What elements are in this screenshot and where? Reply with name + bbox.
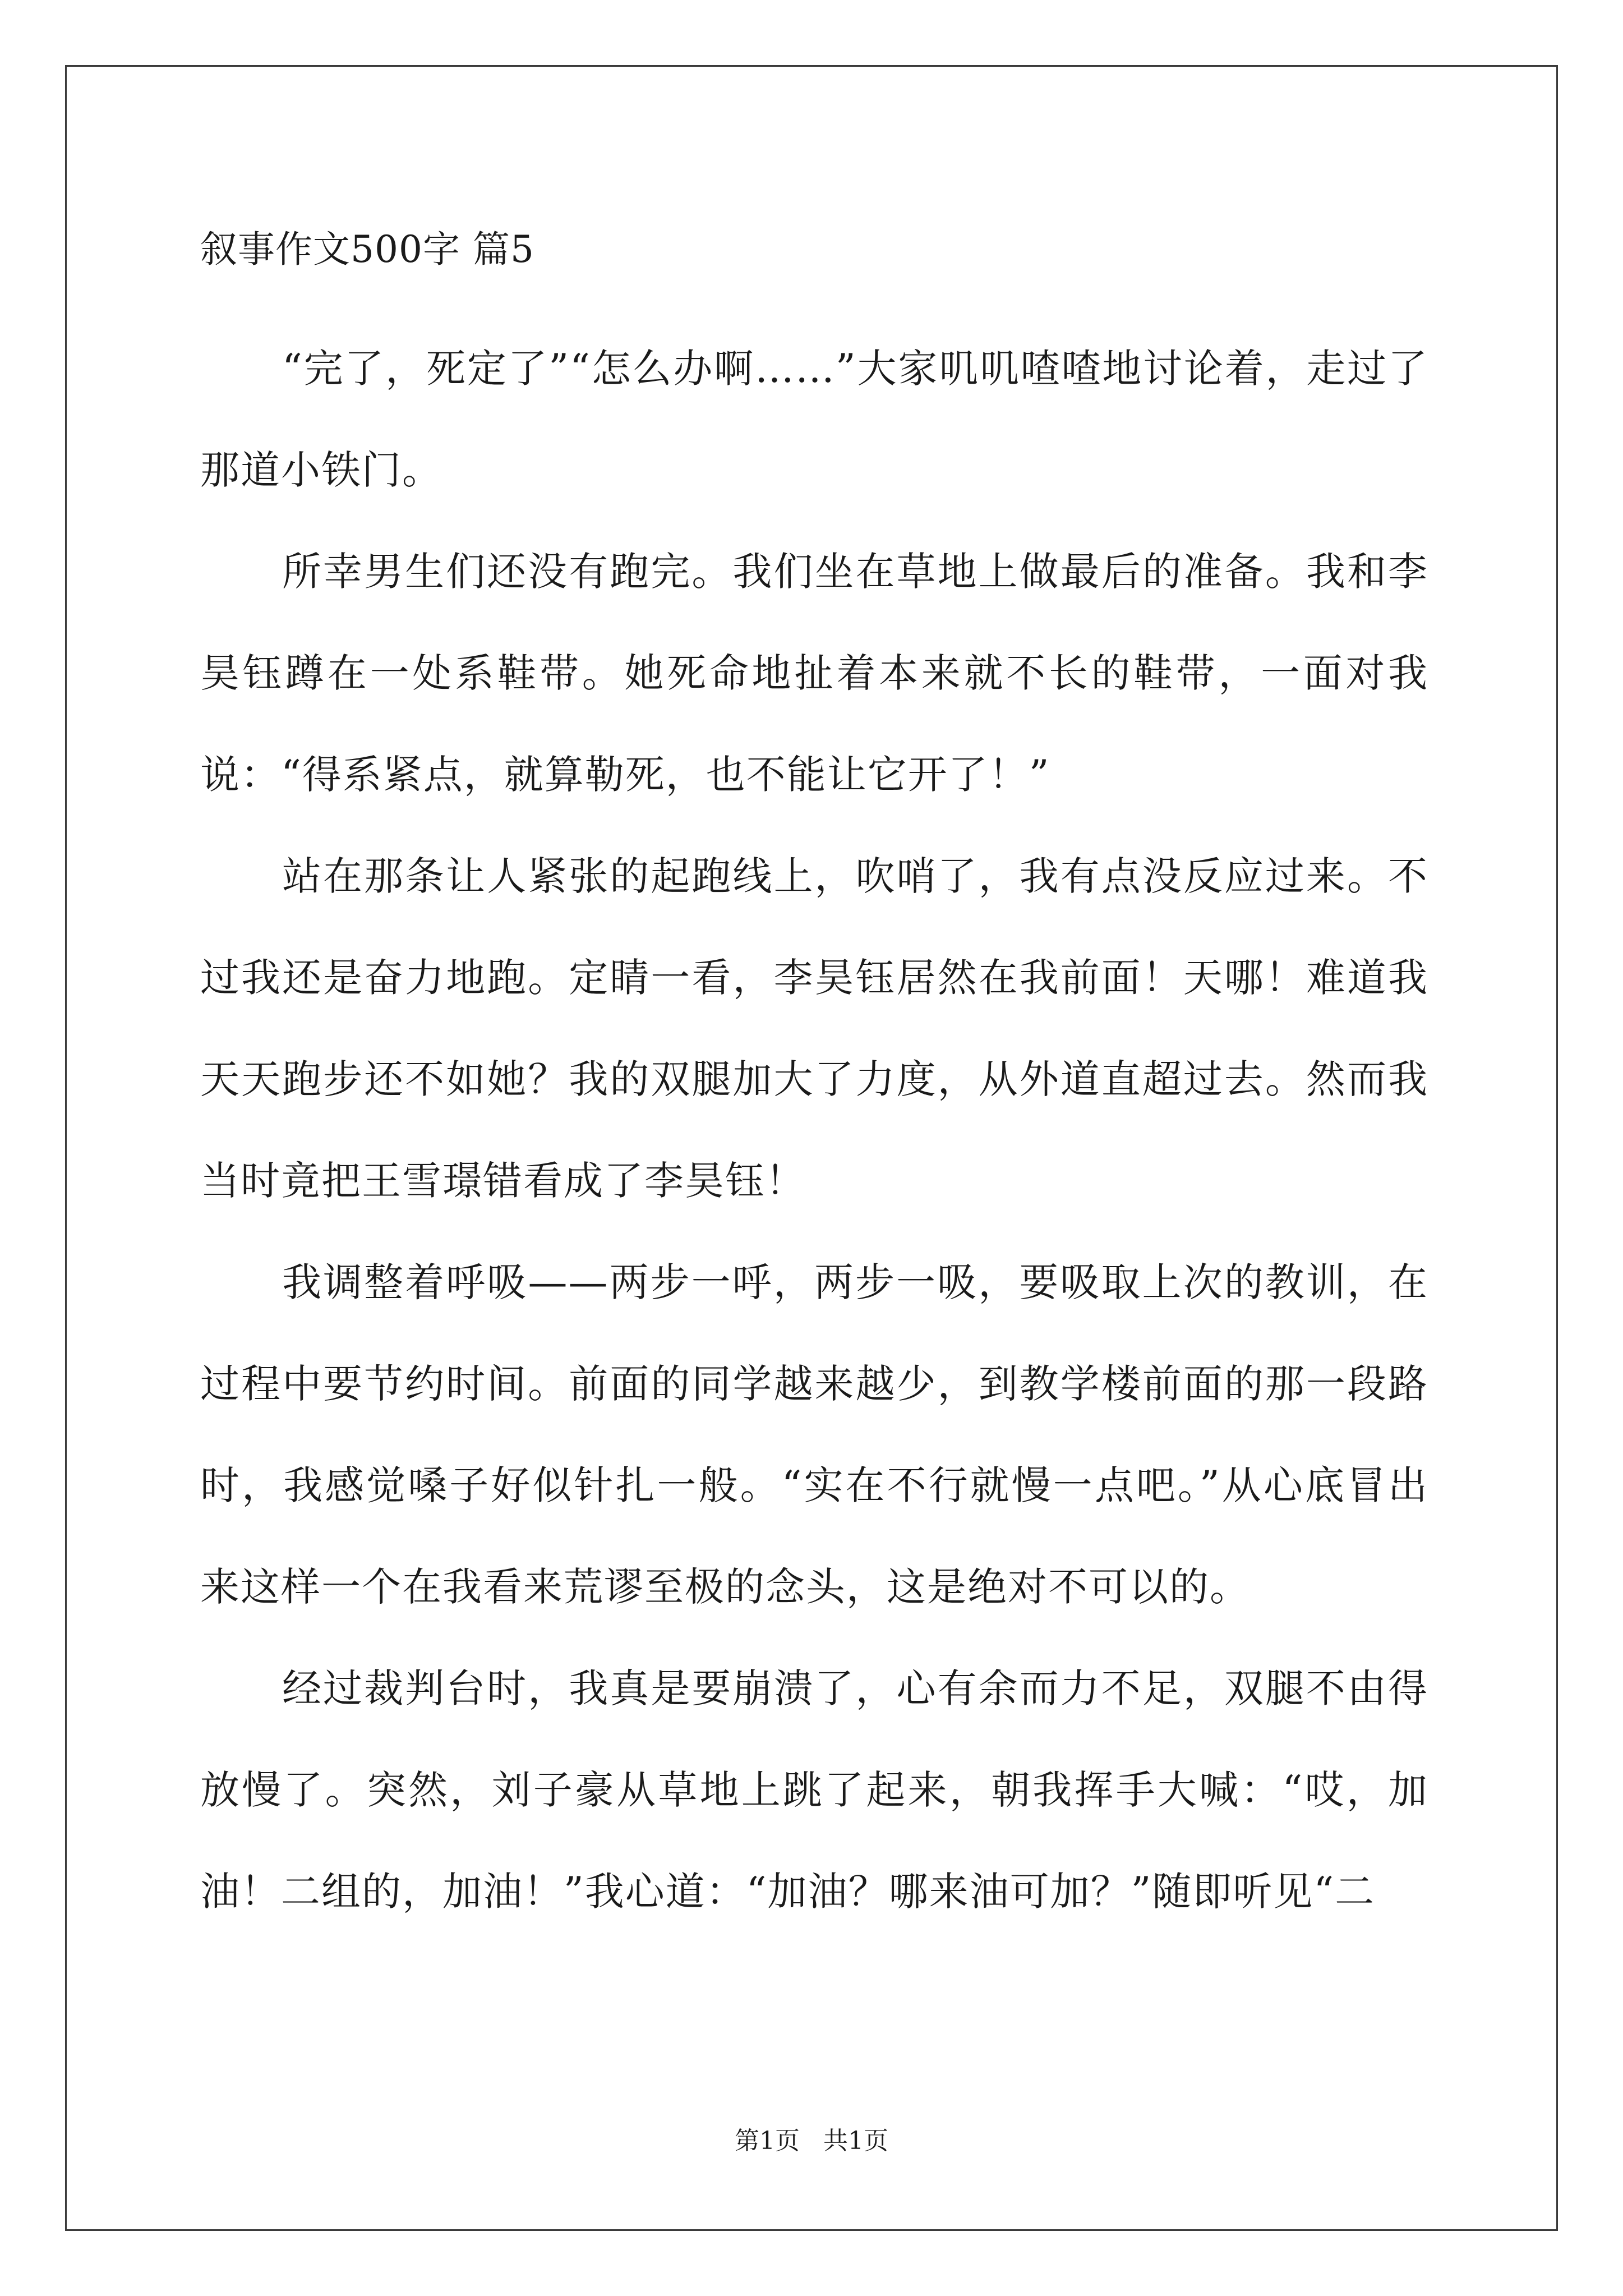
paragraph-3: 站在那条让人紧张的起跑线上，吹哨了，我有点没反应过来。不过我还是奋力地跑。定睛一看，李昊钰居然在我前面！天哪！难道我天天跑步还不如她？我的双腿加大了力度，从外道直超过去。然而我当时竟把王雪璟错看成了李昊钰！ — [200, 853, 1428, 1204]
document-body — [200, 216, 1428, 1943]
document-title: 叙事作文500字 篇5 — [200, 228, 534, 271]
paragraph-2: 所幸男生们还没有跑完。我们坐在草地上做最后的准备。我和李昊钰蹲在一处系鞋带。她死命地扯着本来就不长的鞋带，一面对我说：“得系紧点，就算勒死，也不能让它开了！” — [200, 549, 1428, 798]
paragraph-4: 我调整着呼吸——两步一呼，两步一吸，要吸取上次的教训，在过程中要节约时间。前面的同学越来越少，到教学楼前面的那一段路时，我感觉嗓子好似针扎一般。“实在不行就慢一点吧。”从心底冒出来这样一个在我看来荒谬至极的念头，这是绝对不可以的。 — [200, 1259, 1428, 1610]
page-footer: 第1页 共1页 — [735, 2127, 888, 2155]
paragraph-5: 经过裁判台时，我真是要崩溃了，心有余而力不足，双腿不由得放慢了。突然，刘子豪从草地上跳了起来，朝我挥手大喊：“哎，加油！二组的，加油！”我心道：“加油？哪来油可加？”随即听见“二 — [200, 1665, 1428, 1915]
paragraph-1: “完了，死定了”“怎么办啊……”大家叽叽喳喳地讨论着，走过了那道小铁门。 — [200, 346, 1428, 493]
